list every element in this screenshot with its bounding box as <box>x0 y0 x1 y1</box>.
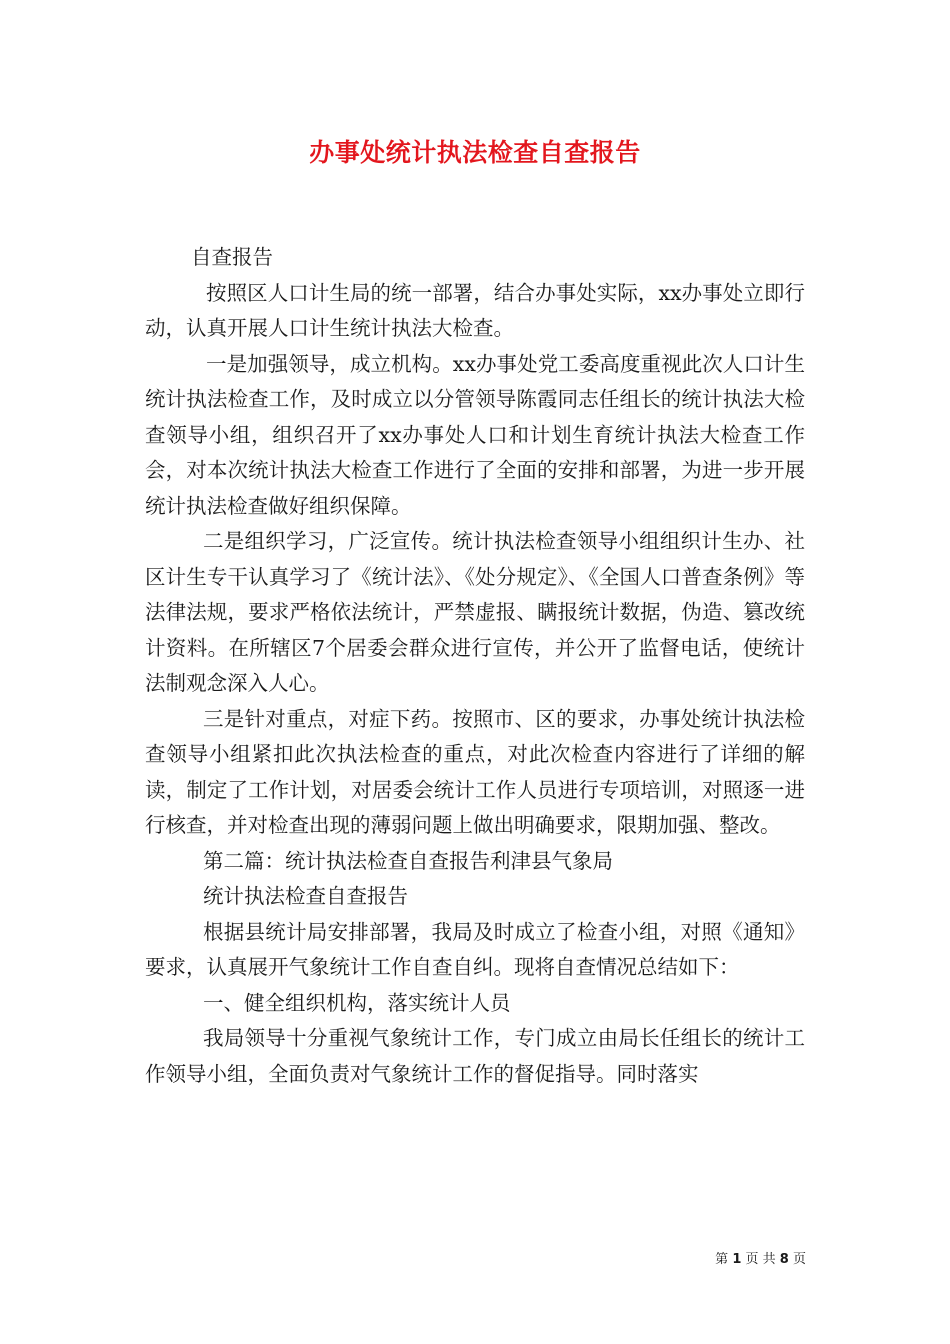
footer-middle: 页 共 <box>745 1252 776 1267</box>
footer-prefix: 第 <box>715 1252 729 1267</box>
paragraph-intro: 按照区人口计生局的统一部署，结合办事处实际，xx办事处立即行动，认真开展人口计生统计执法大检查。 <box>145 280 805 340</box>
footer-total-pages: 8 <box>779 1252 789 1267</box>
paragraph-section-one-body: 我局领导十分重视气象统计工作，专门成立由局长任组长的统计工作领导小组，全面负责对气象统计工作的督促指导。同时落实 <box>145 1026 805 1086</box>
footer-current-page: 1 <box>732 1252 742 1267</box>
paragraph-part-two-title: 统计执法检查自查报告 <box>203 884 408 908</box>
paragraph-self-check-heading: 自查报告 <box>191 245 273 269</box>
document-title: 办事处统计执法检查自查报告 <box>309 138 641 167</box>
paragraph-point-two: 二是组织学习，广泛宣传。统计执法检查领导小组组织计生办、社区计生专干认真学习了《统计法》、《处分规定》、《全国人口普查条例》等法律法规，要求严格依法统计，严禁虚报、瞒报统计数据，伪造、篡改统计资料。在所辖区7个居委会群众进行宣传，并公开了监督电话，使统计法制观念深入人心。 <box>145 529 805 695</box>
paragraph-point-one: 一是加强领导，成立机构。xx办事处党工委高度重视此次人口计生统计执法检查工作，及时成立以分管领导陈霞同志任组长的统计执法大检查领导小组，组织召开了xx办事处人口和计划生育统计执法大检查工作会，对本次统计执法大检查工作进行了全面的安排和部署，为进一步开展统计执法检查做好组织保障。 <box>145 351 805 518</box>
paragraph-point-three: 三是针对重点，对症下药。按照市、区的要求，办事处统计执法检查领导小组紧扣此次执法检查的重点，对此次检查内容进行了详细的解读，制定了工作计划，对居委会统计工作人员进行专项培训，对照逐一进行核查，并对检查出现的薄弱问题上做出明确要求，限期加强、整改。 <box>145 706 805 837</box>
paragraph-section-one-heading: 一、健全组织机构，落实统计人员 <box>203 990 511 1015</box>
paragraph-part-two-intro: 根据县统计局安排部署，我局及时成立了检查小组，对照《通知》要求，认真展开气象统计工作自查自纠。现将自查情况总结如下： <box>145 919 805 979</box>
footer-suffix: 页 <box>792 1252 806 1267</box>
page-number-footer <box>715 1248 806 1267</box>
document-body <box>145 240 805 1092</box>
paragraph-part-two-heading: 第二篇：统计执法检查自查报告利津县气象局 <box>203 848 613 873</box>
